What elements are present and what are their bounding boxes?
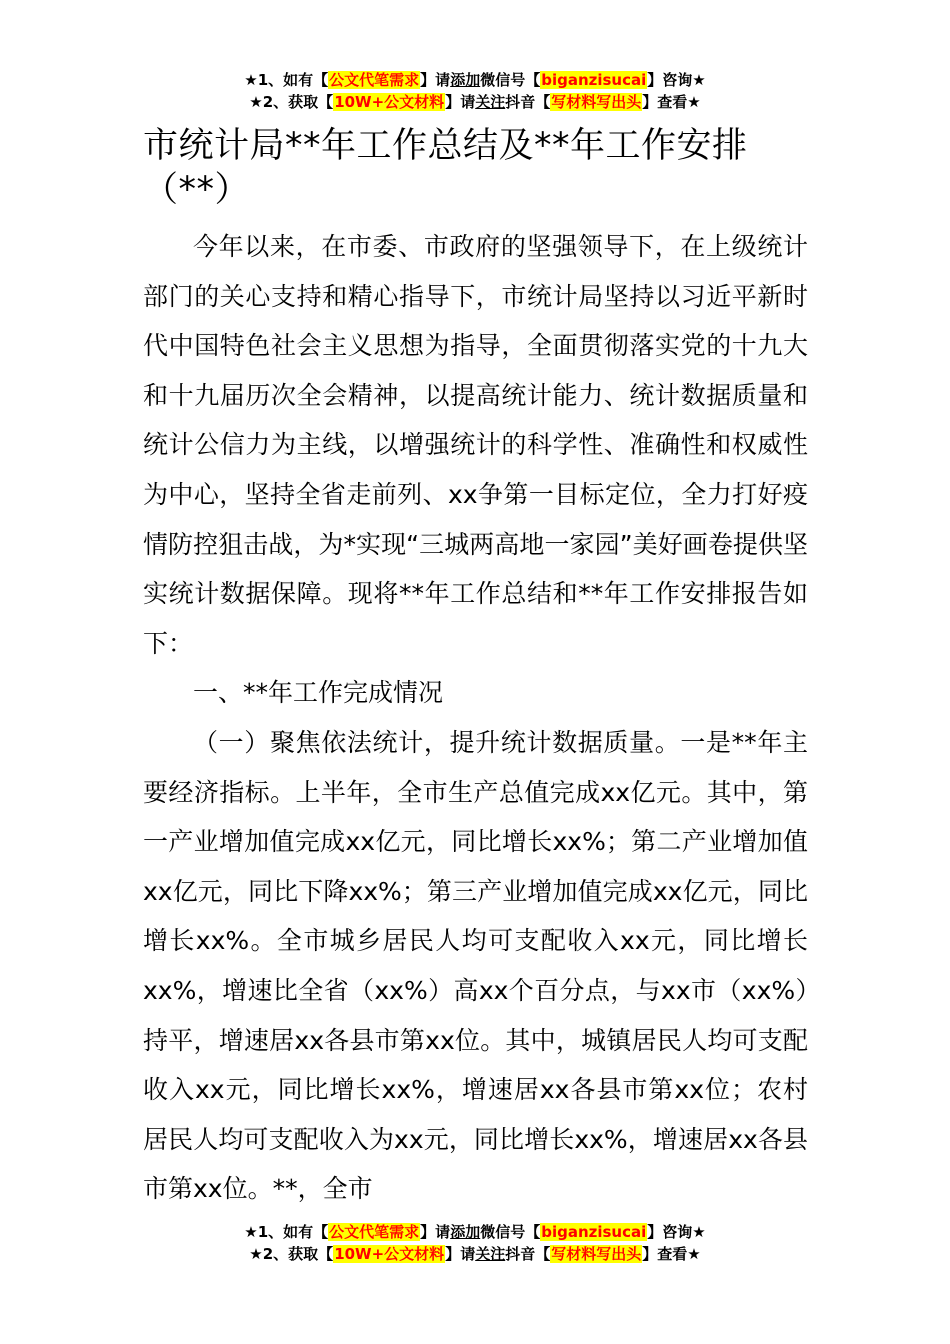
promo-text: 抖音【 bbox=[505, 93, 551, 111]
promo-text: ★1、如有【 bbox=[244, 1223, 329, 1241]
promo-highlight: 公文代笔需求 bbox=[329, 71, 420, 89]
promo-text: 】请 bbox=[445, 93, 476, 111]
promo-text: 】咨询★ bbox=[647, 71, 706, 89]
body-paragraph-intro: 今年以来，在市委、市政府的坚强领导下，在上级统计部门的关心支持和精心指导下，市统计局坚持以习近平新时代中国特色社会主义思想为指导，全面贯彻落实党的十九大和十九届历次全会精神，以提高统计能力、统计数据质量和统计公信力为主线，以增强统计的科学性、准确性和权威性为中心，坚持全省走前列、xx争第一目标定位，全力打好疫情防控狙击战，为*实现“三城两高地一家园”美好画卷提供坚实统计数据保障。现将**年工作总结和**年工作安排报告如下： bbox=[143, 232, 808, 658]
promo-highlight: 10W+公文材料 bbox=[334, 1245, 445, 1263]
promo-text: 】请 bbox=[420, 71, 451, 89]
wechat-id-highlight: biganzisucai bbox=[541, 71, 647, 89]
header-promo-banner bbox=[0, 69, 950, 113]
promo-underlined-text: 添加 bbox=[450, 71, 481, 89]
promo-text: 】请 bbox=[420, 1223, 451, 1241]
promo-text: 抖音【 bbox=[505, 1245, 551, 1263]
promo-text: 微信号【 bbox=[480, 1223, 541, 1241]
promo-text: 】查看★ bbox=[642, 93, 701, 111]
document-body bbox=[143, 222, 808, 1214]
promo-text: 】请 bbox=[445, 1245, 476, 1263]
section-heading: 一、**年工作完成情况 bbox=[193, 678, 444, 708]
promo-text: ★1、如有【 bbox=[244, 71, 329, 89]
promo-highlight: 10W+公文材料 bbox=[334, 93, 445, 111]
promo-text: 微信号【 bbox=[480, 71, 541, 89]
douyin-id-highlight: 写材料写出头 bbox=[551, 93, 642, 111]
promo-underlined-text: 关注 bbox=[475, 1245, 506, 1263]
promo-text: 】查看★ bbox=[642, 1245, 701, 1263]
promo-text: 】咨询★ bbox=[647, 1223, 706, 1241]
footer-promo-banner bbox=[0, 1221, 950, 1265]
wechat-id-highlight: biganzisucai bbox=[541, 1223, 647, 1241]
document-title: 市统计局**年工作总结及**年工作安排（**） bbox=[143, 126, 748, 210]
promo-line-1 bbox=[0, 1221, 950, 1243]
promo-line-1 bbox=[0, 69, 950, 91]
promo-text: ★2、获取【 bbox=[249, 93, 334, 111]
body-paragraph-section-1: （一）聚焦依法统计，提升统计数据质量。一是**年主要经济指标。上半年，全市生产总值完成xx亿元。其中，第一产业增加值完成xx亿元，同比增长xx%；第二产业增加值xx亿元，同比下降xx%；第三产业增加值完成xx亿元，同比增长xx%。全市城乡居民人均可支配收入xx元，同比增长xx%，增速比全省（xx%）高xx个百分点，与xx市（xx%）持平，增速居xx各县市第xx位。其中，城镇居民人均可支配收入xx元，同比增长xx%，增速居xx各县市第xx位；农村居民人均可支配收入为xx元，同比增长xx%，增速居xx各县市第xx位。**，全市 bbox=[143, 727, 808, 1204]
promo-line-2 bbox=[0, 1243, 950, 1265]
douyin-id-highlight: 写材料写出头 bbox=[551, 1245, 642, 1263]
promo-underlined-text: 添加 bbox=[450, 1223, 481, 1241]
promo-underlined-text: 关注 bbox=[475, 93, 506, 111]
promo-line-2 bbox=[0, 91, 950, 113]
promo-text: ★2、获取【 bbox=[249, 1245, 334, 1263]
promo-highlight: 公文代笔需求 bbox=[329, 1223, 420, 1241]
